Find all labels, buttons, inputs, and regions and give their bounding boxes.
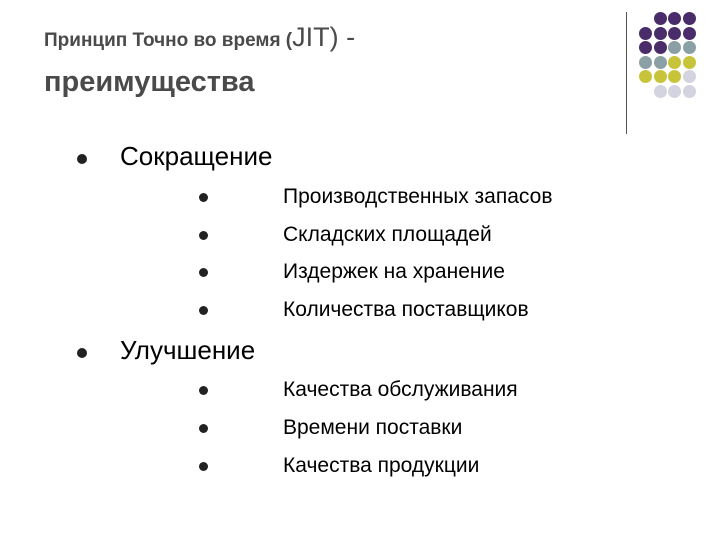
section-heading: Сокращение: [120, 141, 273, 171]
bullet-icon: [199, 462, 208, 471]
decorative-dot: [683, 12, 696, 25]
decorative-dot: [639, 27, 652, 40]
list-item: Качества обслуживания: [283, 378, 518, 401]
bullet-icon: [199, 306, 208, 315]
bullet-icon: [199, 231, 208, 240]
list-item: Количества поставщиков: [283, 298, 529, 321]
slide-title: [44, 24, 604, 97]
bullet-icon: [77, 154, 87, 164]
bullet-icon: [77, 348, 87, 358]
decorative-dot: [654, 85, 667, 98]
decorative-dot-grid: [636, 10, 720, 120]
section-heading: Улучшение: [120, 335, 256, 365]
title-part-1: Принцип Точно во время (: [44, 30, 293, 51]
decorative-dot: [639, 70, 652, 83]
decorative-dot: [683, 70, 696, 83]
title-line-1: [44, 24, 604, 68]
decorative-dot: [654, 70, 667, 83]
decorative-divider: [626, 12, 627, 134]
decorative-dot: [654, 12, 667, 25]
decorative-dot: [683, 41, 696, 54]
decorative-dot: [668, 41, 681, 54]
decorative-dot: [668, 27, 681, 40]
bullet-icon: [199, 268, 208, 277]
decorative-dot: [668, 12, 681, 25]
decorative-dot: [683, 56, 696, 69]
bullet-icon: [199, 193, 208, 202]
list-item: Производственных запасов: [283, 185, 553, 208]
decorative-dot: [668, 70, 681, 83]
list-item: Складских площадей: [283, 223, 492, 246]
decorative-dot: [639, 41, 652, 54]
decorative-dot: [668, 56, 681, 69]
list-item: Качества продукции: [283, 454, 480, 477]
title-line-2: преимущества: [44, 66, 255, 98]
title-part-2: JIT) -: [292, 22, 356, 52]
bullet-icon: [199, 386, 208, 395]
decorative-dot: [639, 56, 652, 69]
list-item: Времени поставки: [283, 416, 463, 439]
bullet-icon: [199, 424, 208, 433]
decorative-dot: [654, 41, 667, 54]
decorative-dot: [683, 27, 696, 40]
decorative-dot: [668, 85, 681, 98]
decorative-dot: [683, 85, 696, 98]
decorative-dot: [654, 27, 667, 40]
decorative-dot: [654, 56, 667, 69]
list-item: Издержек на хранение: [283, 260, 505, 283]
